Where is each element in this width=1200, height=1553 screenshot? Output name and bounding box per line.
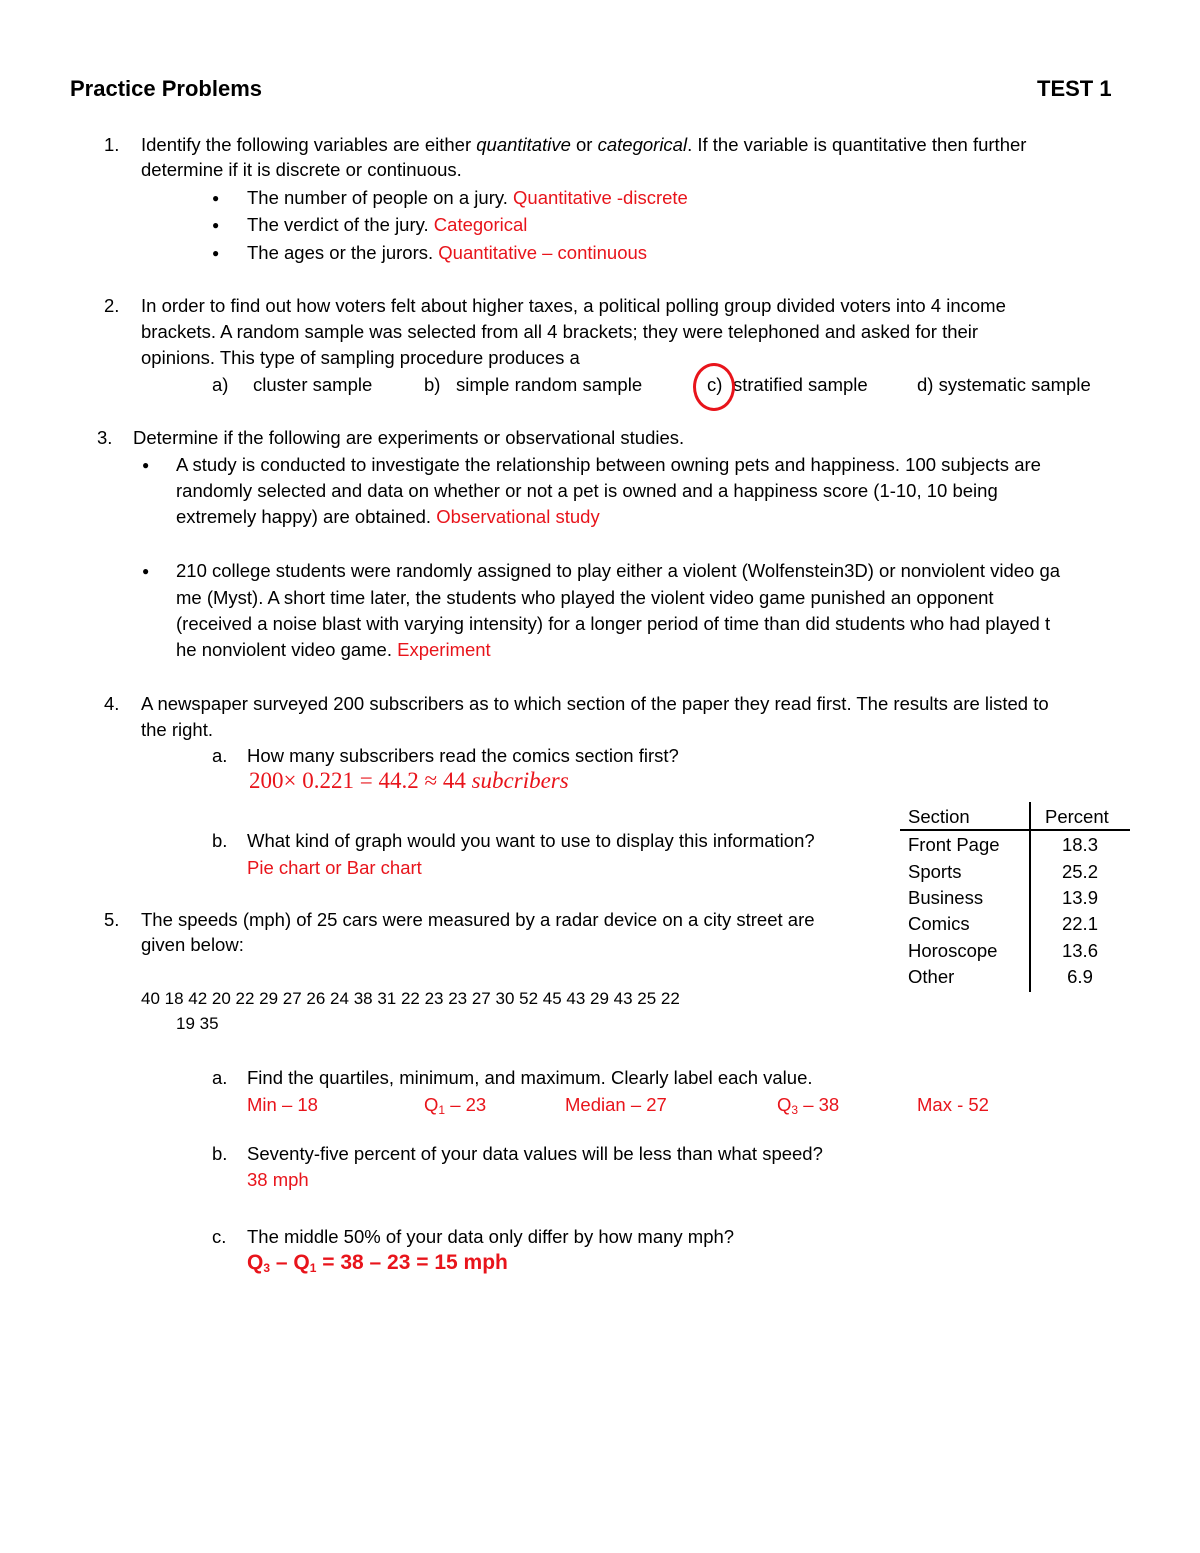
table-row-section: Front Page bbox=[908, 834, 1000, 855]
q3-b1-line3: extremely happy) are obtained. Observational study bbox=[176, 506, 600, 527]
test-label: TEST 1 bbox=[1037, 76, 1112, 101]
q2-option-a-letter: a) bbox=[212, 374, 229, 395]
q3-b2-line4: he nonviolent video game. Experiment bbox=[176, 639, 491, 660]
table-row-section: Other bbox=[908, 966, 955, 987]
q5-a-letter: a. bbox=[212, 1067, 228, 1088]
q2-line2: brackets. A random sample was selected from all 4 brackets; they were telephoned and asked for their bbox=[141, 321, 979, 342]
q5-a-q3: $Q_3 - 38$ bbox=[777, 1094, 840, 1117]
q2-option-a: cluster sample bbox=[253, 374, 373, 395]
q5-c-letter: c. bbox=[212, 1226, 227, 1247]
q2-line1: In order to find out how voters felt about higher taxes, a political polling group divided voters into 4 income bbox=[141, 295, 1006, 316]
page-title: Practice Problems bbox=[70, 76, 262, 101]
q4-a-answer: 200× 0.221 = 44.2 ≈ 44 subcribers bbox=[249, 768, 569, 793]
table-column-rule bbox=[1029, 802, 1031, 992]
table-header-section: Section bbox=[908, 806, 970, 827]
table-header-percent: Percent bbox=[1045, 806, 1109, 827]
q2-option-b: simple random sample bbox=[456, 374, 643, 395]
q2-option-c: stratified sample bbox=[733, 374, 868, 395]
q5-number: 5. bbox=[104, 909, 120, 930]
q2-number: 2. bbox=[104, 295, 120, 316]
answer-circle-mark bbox=[693, 363, 735, 411]
bullet-icon: ● bbox=[212, 218, 220, 232]
q1-number: 1. bbox=[104, 134, 120, 155]
q2-option-c-letter: c) bbox=[707, 374, 723, 395]
q5-c-text: The middle 50% of your data only differ by how many mph? bbox=[247, 1226, 735, 1247]
table-row-percent: 22.1 bbox=[1061, 913, 1098, 934]
q5-data-line2: 19 35 bbox=[176, 1014, 219, 1033]
q5-a-text: Find the quartiles, minimum, and maximum. Clearly label each value. bbox=[247, 1067, 813, 1088]
q4-b-letter: b. bbox=[212, 830, 228, 851]
q3-b1-line2: randomly selected and data on whether or not a pet is owned and a happiness score (1-10, 10 being bbox=[176, 480, 998, 501]
bullet-icon: ● bbox=[212, 246, 220, 260]
table-row-section: Sports bbox=[908, 861, 962, 882]
q5-a-max: Max - 52 bbox=[917, 1094, 989, 1115]
q5-a-min: Min – 18 bbox=[247, 1094, 318, 1115]
q3-b1-line1: A study is conducted to investigate the relationship between owning pets and happiness. 100 subjects are bbox=[176, 454, 1041, 475]
table-row-percent: 13.9 bbox=[1061, 887, 1098, 908]
q5-b-letter: b. bbox=[212, 1143, 228, 1164]
q4-line2: the right. bbox=[141, 719, 213, 740]
q3-b2-line1: 210 college students were randomly assigned to play either a violent (Wolfenstein3D) or nonviolent video ga bbox=[176, 560, 1061, 581]
table-row-section: Business bbox=[908, 887, 984, 908]
q5-data-line1: 40 18 42 20 22 29 27 26 24 38 31 22 23 23 27 30 52 45 43 29 43 25 22 bbox=[141, 989, 680, 1008]
q4-line1: A newspaper surveyed 200 subscribers as to which section of the paper they read first. The results are listed to bbox=[141, 693, 1049, 714]
table-row-percent: 18.3 bbox=[1061, 834, 1098, 855]
table-row-section: Horoscope bbox=[908, 940, 998, 961]
q5-b-answer: 38 mph bbox=[247, 1169, 309, 1190]
q5-c-answer: $Q_3 - Q_1 = 38 - 23 = 15$ mph bbox=[247, 1251, 508, 1275]
q1-item-1: The number of people on a jury. Quantitative -discrete bbox=[247, 187, 688, 208]
q3-b2-line2: me (Myst). A short time later, the students who played the violent video game punished an opponent bbox=[176, 587, 994, 608]
q1-item-2: The verdict of the jury. Categorical bbox=[247, 214, 528, 235]
q5-line1: The speeds (mph) of 25 cars were measured by a radar device on a city street are bbox=[141, 909, 815, 930]
q1-item-3: The ages or the jurors. Quantitative – continuous bbox=[247, 242, 648, 263]
bullet-icon: ● bbox=[212, 191, 220, 205]
q5-line2: given below: bbox=[141, 934, 244, 955]
table-row-percent: 6.9 bbox=[1067, 966, 1093, 987]
table-row-section: Comics bbox=[908, 913, 970, 934]
q4-b-answer: Pie chart or Bar chart bbox=[247, 857, 422, 878]
q3-b2-line3: (received a noise blast with varying intensity) for a longer period of time than did students who had played t bbox=[176, 613, 1051, 634]
q1-line2: determine if it is discrete or continuous. bbox=[141, 159, 462, 180]
q4-number: 4. bbox=[104, 693, 120, 714]
table-row-percent: 13.6 bbox=[1061, 940, 1098, 961]
bullet-icon: ● bbox=[142, 564, 150, 578]
q3-number: 3. bbox=[97, 427, 113, 448]
q2-line3: opinions. This type of sampling procedure produces a bbox=[141, 347, 580, 368]
bullet-icon: ● bbox=[142, 458, 150, 472]
q1-line1: Identify the following variables are either quantitative or categorical. If the variable is quantitative then further bbox=[141, 134, 1027, 155]
q3-intro: Determine if the following are experiments or observational studies. bbox=[133, 427, 685, 448]
q2-option-d: d) systematic sample bbox=[917, 374, 1091, 395]
q4-a-letter: a. bbox=[212, 745, 228, 766]
q5-a-q1: $Q_1 - 23$ bbox=[424, 1094, 487, 1117]
table-header-rule bbox=[900, 829, 1130, 831]
table-row-percent: 25.2 bbox=[1061, 861, 1098, 882]
q4-b-text: What kind of graph would you want to use to display this information? bbox=[247, 830, 815, 851]
q2-option-b-letter: b) bbox=[424, 374, 441, 395]
q4-a-text: How many subscribers read the comics section first? bbox=[247, 745, 679, 766]
q5-a-median: Median – 27 bbox=[565, 1094, 667, 1115]
q5-b-text: Seventy-five percent of your data values will be less than what speed? bbox=[247, 1143, 823, 1164]
